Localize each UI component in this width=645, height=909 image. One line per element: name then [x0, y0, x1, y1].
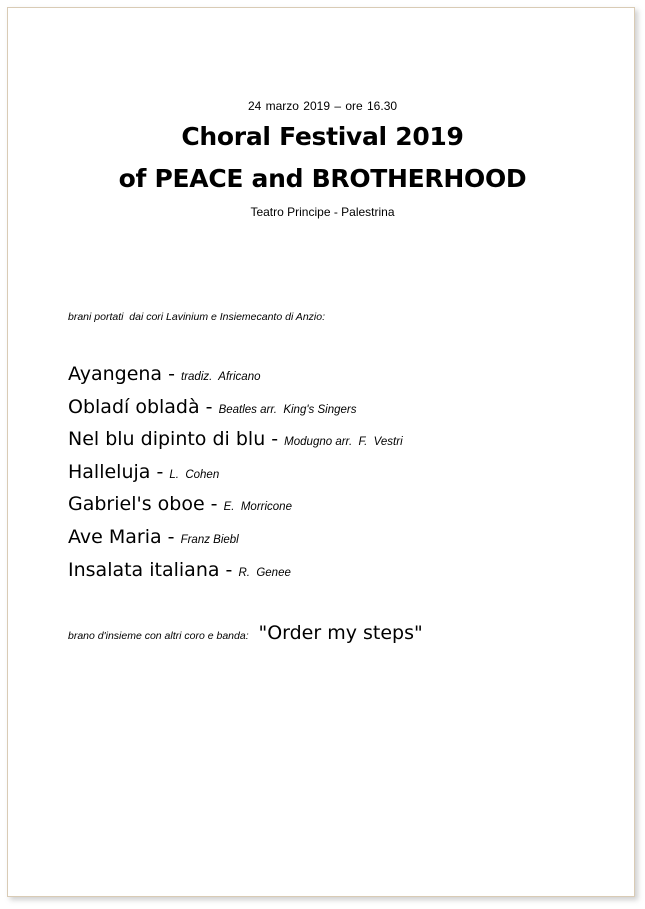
song-credit: Beatles arr. King's Singers: [218, 404, 357, 416]
song-credit: L. Cohen: [169, 469, 220, 481]
song-item: [68, 396, 356, 418]
song-title: Halleluja -: [68, 461, 170, 483]
song-credit: Modugno arr. F. Vestri: [284, 436, 403, 448]
song-item: [68, 428, 403, 450]
song-credit: Franz Biebl: [180, 534, 239, 546]
song-title: Gabriel's oboe -: [68, 493, 224, 515]
song-item: [68, 461, 219, 483]
song-item: [68, 363, 260, 385]
song-title: Insalata italiana -: [68, 559, 239, 581]
venue: Teatro Principe - Palestrina: [250, 205, 395, 219]
song-credit: R. Genee: [238, 567, 291, 579]
festival-title: Choral Festival 2019: [181, 122, 464, 151]
closing-note: [68, 622, 423, 644]
song-item: [68, 526, 239, 548]
song-item: [68, 493, 292, 515]
closing-piece-title: "Order my steps": [258, 622, 423, 644]
song-item: [68, 559, 291, 581]
song-title: Nel blu dipinto di blu -: [68, 428, 285, 450]
event-date-time: 24 marzo 2019 – ore 16.30: [247, 99, 398, 113]
intro-note: brani portati dai cori Lavinium e Insiemecanto di Anzio:: [68, 311, 325, 323]
closing-label: brano d'insieme con altri coro e banda:: [68, 630, 255, 642]
song-title: Ave Maria -: [68, 526, 181, 548]
song-title: Ayangena -: [68, 363, 182, 385]
song-credit: tradiz. Africano: [181, 371, 261, 383]
song-credit: E. Morricone: [223, 501, 292, 513]
song-title: Obladí obladà -: [68, 396, 219, 418]
festival-subtitle: of PEACE and BROTHERHOOD: [118, 164, 527, 193]
